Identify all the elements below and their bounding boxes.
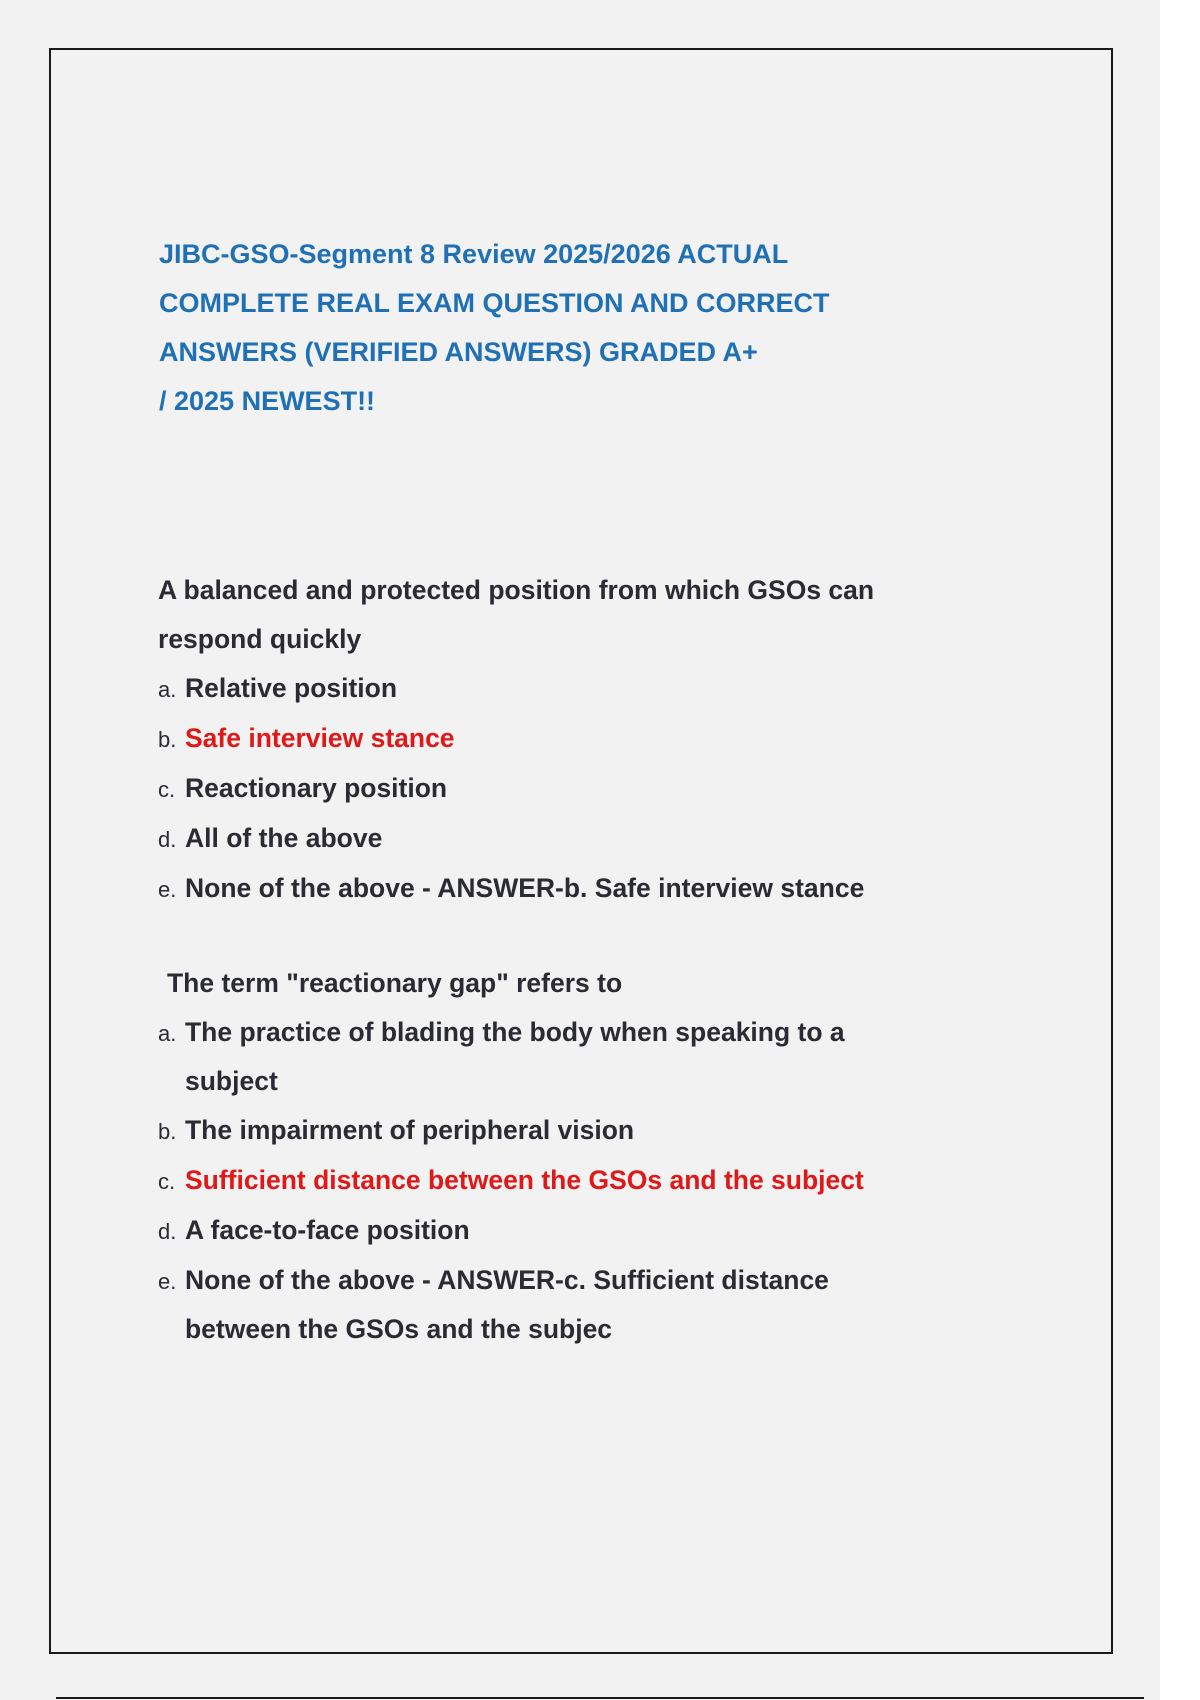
question-2 bbox=[158, 959, 1038, 1354]
question-2-option-a bbox=[158, 1008, 1038, 1106]
option-text: Relative position bbox=[185, 673, 398, 703]
question-1-option-b-correct bbox=[158, 714, 1038, 764]
option-text: The impairment of peripheral vision bbox=[185, 1115, 635, 1145]
title-line: COMPLETE REAL EXAM QUESTION AND CORRECT bbox=[159, 288, 830, 318]
title-line: JIBC-GSO-Segment 8 Review 2025/2026 ACTUAL bbox=[159, 239, 789, 269]
option-letter: d. bbox=[158, 1219, 177, 1244]
document-title bbox=[159, 230, 919, 426]
option-text: None of the above - ANSWER-b. Safe interview stance bbox=[185, 873, 865, 903]
question-1-stem: A balanced and protected position from which GSOs can bbox=[158, 575, 875, 605]
option-text: All of the above bbox=[185, 823, 383, 853]
option-letter: e. bbox=[158, 877, 177, 902]
page-margin-strip bbox=[1160, 0, 1200, 1700]
question-2-stem: The term "reactionary gap" refers to bbox=[167, 968, 623, 998]
option-letter: d. bbox=[158, 827, 177, 852]
question-1-option-d bbox=[158, 814, 1038, 864]
question-2-option-d bbox=[158, 1206, 1038, 1256]
question-1-option-a bbox=[158, 664, 1038, 714]
option-letter: e. bbox=[158, 1269, 177, 1294]
option-text: Reactionary position bbox=[185, 773, 448, 803]
option-letter: c. bbox=[158, 777, 176, 802]
question-1 bbox=[158, 566, 1038, 914]
question-1-option-e bbox=[158, 864, 1038, 914]
question-2-option-c-correct bbox=[158, 1156, 1038, 1206]
option-text: The practice of blading the body when speaking to a subject bbox=[185, 1017, 845, 1096]
next-page-edge bbox=[56, 1697, 1144, 1699]
option-text: Safe interview stance bbox=[185, 723, 455, 753]
title-line: ANSWERS (VERIFIED ANSWERS) GRADED A+ bbox=[159, 337, 758, 367]
option-text: Sufficient distance between the GSOs and the subject bbox=[185, 1165, 864, 1195]
question-2-option-b bbox=[158, 1106, 1038, 1156]
option-text: A face-to-face position bbox=[185, 1215, 470, 1245]
option-text: None of the above - ANSWER-c. Sufficient distance between the GSOs and the subjec bbox=[185, 1265, 829, 1344]
option-letter: a. bbox=[158, 1021, 177, 1046]
question-1-option-c bbox=[158, 764, 1038, 814]
question-2-option-e bbox=[158, 1256, 1038, 1354]
option-letter: b. bbox=[158, 1119, 177, 1144]
option-letter: b. bbox=[158, 727, 177, 752]
question-1-stem: respond quickly bbox=[158, 624, 362, 654]
title-line: / 2025 NEWEST!! bbox=[159, 386, 376, 416]
option-letter: c. bbox=[158, 1169, 176, 1194]
option-letter: a. bbox=[158, 677, 177, 702]
